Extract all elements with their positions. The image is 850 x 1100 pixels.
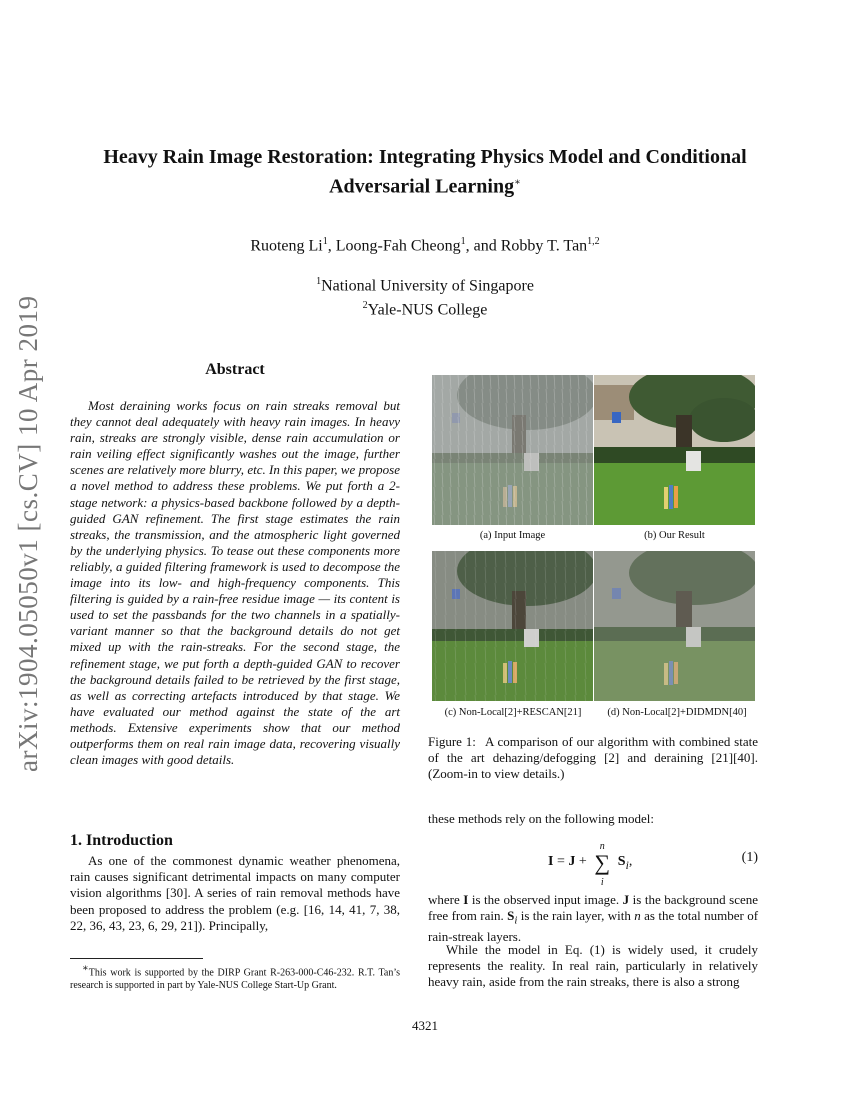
equation-number: (1)	[741, 850, 758, 865]
derained-scene-photo	[594, 375, 755, 525]
title-line-2: Adversarial Learning∗	[329, 175, 521, 198]
model-definition-text: where I is the observed input image. J is the background scene free from rain. $S_i$ is the rain layer, with n as the total number of rain-streak layers.	[428, 892, 759, 944]
abstract-text: Most deraining works focus on rain streaks removal but they cannot deal adequately with heavy rain images. In heavy rain, streaks are strongly visible, dense rain accumulation or rain veiling effect significantly washes out the image, further scenes are relatively more blurry, etc. In this paper, we propose a novel method to address these problems. We put forth a 2-stage network: a physics-based backbone followed by a depth-guided GAN refinement. The first stage estimates the rain streaks, the transmission, and the atmospheric light governed by the underlying physics. To tease out these components more reliably, a guided filtering framework is used to decompose the image into its low- and high-frequency components. This filtering is guided by a rain-free residue image — its content is used to set the passbands for the two channels in a spatially-variant manner so that the background details do not get mixed up with the rain-streaks. For the second stage, the refinement stage, we put forth a depth-guided GAN to recover the background details failed to be retrieved by the first stage, as well as correcting artefacts introduced by that stage. We have evaluated our method against the state of the art methods. Extensive experiments show that our method outperforms them on real rain image data, recovering visually clean images with good details.	[70, 398, 400, 768]
model-lead-text: these methods rely on the following model:	[428, 811, 655, 826]
affiliation-1: $^1$National University of Singapore	[316, 276, 534, 295]
arxiv-identifier: arXiv:1904.05050v1 [cs.CV] 10 Apr 2019	[13, 295, 43, 772]
author-1: Ruoteng Li	[250, 237, 323, 255]
page-number: 4321	[412, 1018, 438, 1033]
footnote-rule	[70, 958, 203, 959]
comparison-photo-rescan	[432, 551, 593, 701]
author-2-affil: 1	[460, 236, 466, 247]
comparison-photo-didmdn	[594, 551, 755, 701]
author-3-affil: 1,2	[587, 236, 600, 247]
figure-panel-nonlocal-didmdn	[594, 551, 755, 701]
figure-panel-our-result	[594, 375, 755, 525]
subcaption-b: (b) Our Result	[644, 530, 705, 541]
equation-body: I = J + ∑ n i $S_i$,	[548, 841, 633, 888]
figure-caption	[428, 734, 758, 783]
footnote: ∗This work is supported by the DIRP Grant R-263-000-C46-232. R.T. Tan’s research is supported in part by Yale-NUS College Start-Up Grant.	[70, 963, 400, 992]
model-critique-paragraph: While the model in Eq. (1) is widely used, it crudely represents the reality. In real rain, particularly in relatively heavy rain, aside from the rain streaks, there is also a strong	[428, 942, 758, 990]
subcaption-c: (c) Non-Local[2]+RESCAN[21]	[444, 707, 582, 718]
figure-panel-input-image	[432, 375, 593, 525]
author-1-affil: 1	[322, 236, 328, 247]
figure-label: Figure 1:	[428, 734, 476, 749]
paper-title	[60, 145, 790, 200]
rainy-scene-photo	[432, 375, 593, 525]
affiliation-2: $^2$Yale-NUS College	[362, 300, 488, 319]
figure-caption-text: A comparison of our algorithm with combined state of the art dehazing/defogging [2] and deraining [21][40]. (Zoom-in to view details.)	[428, 734, 758, 782]
affiliations	[60, 272, 790, 321]
author-3: and Robby T. Tan	[473, 237, 588, 255]
summation-symbol: ∑ n i	[594, 841, 611, 888]
title-line-1: Heavy Rain Image Restoration: Integrating Physics Model and Conditional	[103, 146, 747, 168]
title-footnote-mark: ∗	[514, 177, 521, 188]
author-list: Ruoteng Li$^1$, Loong-Fah Cheong$^1$, and Robby T. Tan$^{1,2}$	[250, 236, 600, 255]
subcaption-a: (a) Input Image	[479, 530, 546, 541]
introduction-text: As one of the commonest dynamic weather phenomena, rain causes significant detrimental impacts on many computer vision algorithms [30]. A series of rain removal methods have been proposed to address the problem (e.g. [16, 14, 41, 7, 38, 22, 36, 43, 23, 6, 29, 21]). Principally,	[70, 853, 400, 933]
subcaption-d: (d) Non-Local[2]+DIDMDN[40]	[607, 707, 747, 718]
author-2: Loong-Fah Cheong	[335, 237, 461, 255]
abstract-heading: Abstract	[205, 361, 265, 378]
introduction-heading: 1. Introduction	[70, 832, 173, 849]
figure-panel-nonlocal-rescan	[432, 551, 593, 701]
equation-1	[428, 838, 758, 886]
